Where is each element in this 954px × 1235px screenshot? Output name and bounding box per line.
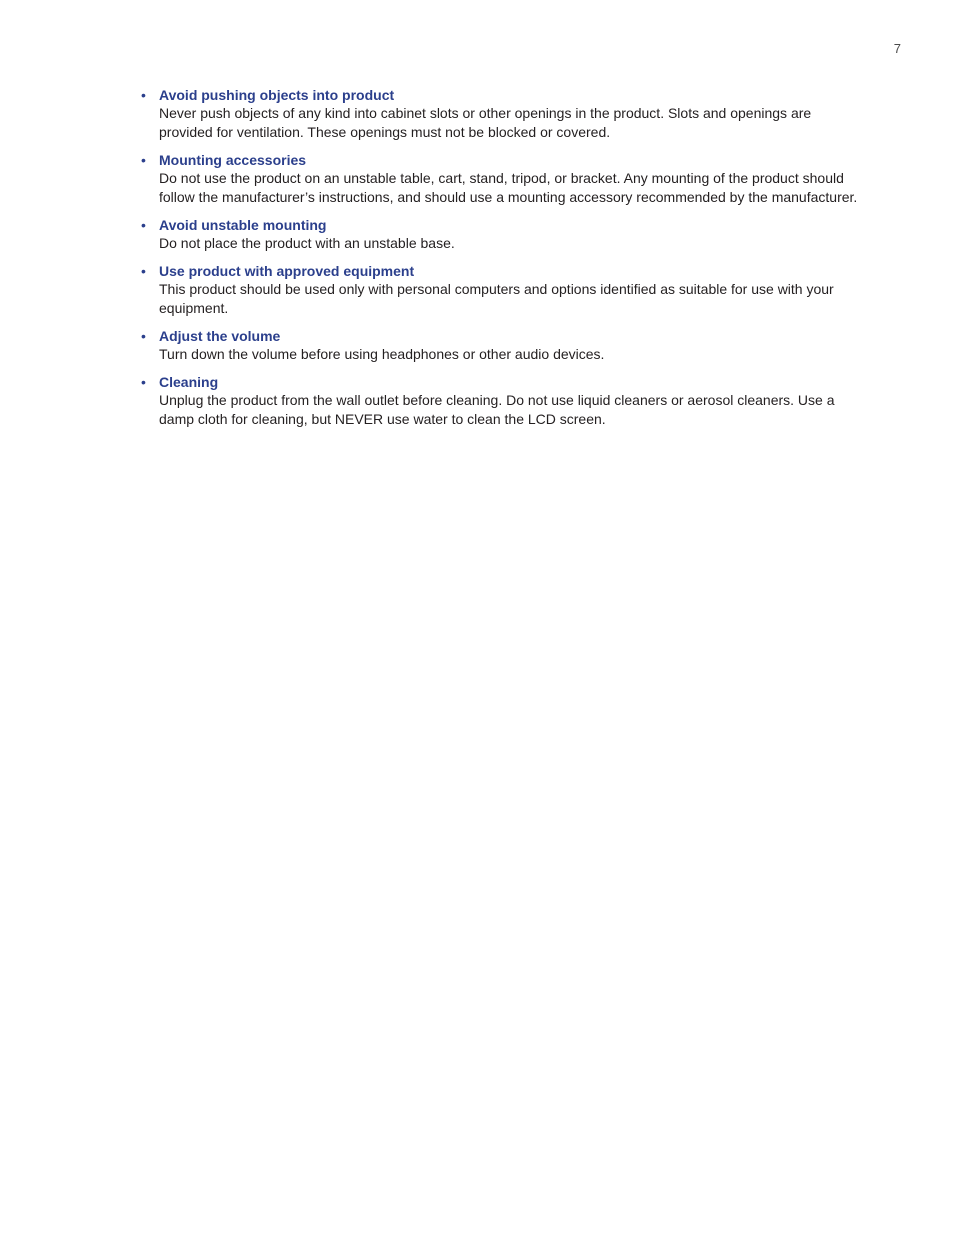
list-item <box>0 262 954 318</box>
safety-instructions-list <box>0 86 954 438</box>
bullet-icon: • <box>141 87 146 103</box>
item-title: Avoid pushing objects into product <box>159 87 395 103</box>
list-item <box>0 373 954 429</box>
item-title: Use product with approved equipment <box>159 263 415 279</box>
page-number: 7 <box>893 41 901 56</box>
item-text: Do not use the product on an unstable table, cart, stand, tripod, or bracket. Any mounting of the product should follow the manufacturer’s instructions, and should use a mounting accessory recommended by the manufacturer. <box>159 170 858 205</box>
item-title: Cleaning <box>159 374 219 390</box>
bullet-icon: • <box>141 152 146 168</box>
item-title: Adjust the volume <box>159 328 281 344</box>
list-item <box>0 216 954 253</box>
list-item <box>0 151 954 207</box>
list-item <box>0 86 954 142</box>
item-text: This product should be used only with personal computers and options identified as suitable for use with your equipment. <box>159 281 834 316</box>
bullet-icon: • <box>141 263 146 279</box>
bullet-icon: • <box>141 374 146 390</box>
item-title: Mounting accessories <box>159 152 307 168</box>
list-item <box>0 327 954 364</box>
item-title: Avoid unstable mounting <box>159 217 327 233</box>
item-text: Turn down the volume before using headphones or other audio devices. <box>159 346 605 362</box>
item-text: Unplug the product from the wall outlet before cleaning. Do not use liquid cleaners or aerosol cleaners. Use a damp cloth for cleaning, but NEVER use water to clean the LCD screen. <box>159 392 835 427</box>
item-text: Do not place the product with an unstable base. <box>159 235 455 251</box>
bullet-icon: • <box>141 217 146 233</box>
item-text: Never push objects of any kind into cabinet slots or other openings in the product. Slots and openings are provided for ventilation. These openings must not be blocked or covered. <box>159 105 812 140</box>
bullet-icon: • <box>141 328 146 344</box>
